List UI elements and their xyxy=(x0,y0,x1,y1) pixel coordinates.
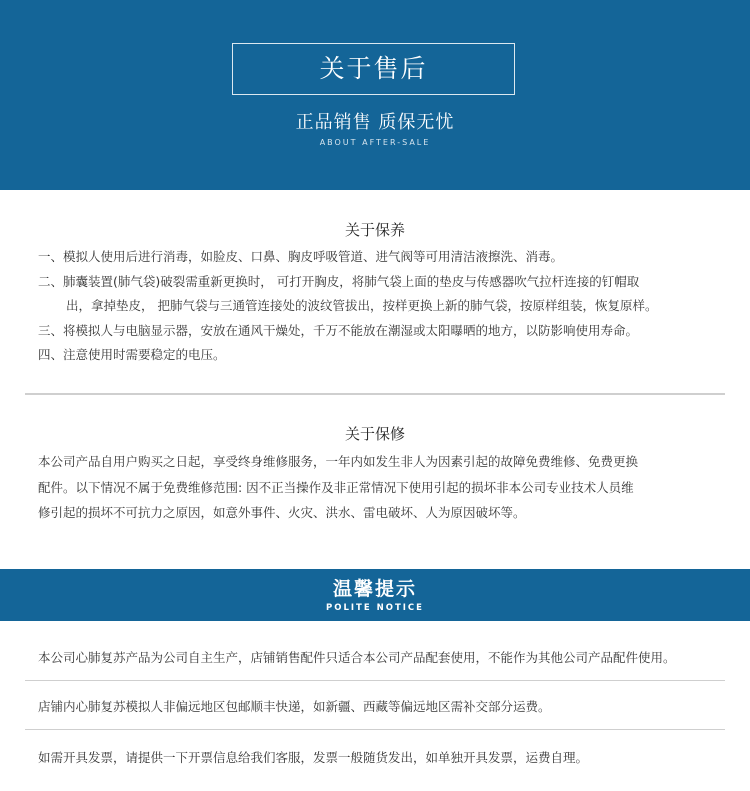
warranty-line: 修引起的损坏不可抗力之原因，如意外事件、火灾、洪水、雷电破坏、人为原因破坏等。 xyxy=(38,505,526,520)
notice-item-1: 本公司心肺复苏产品为公司自主生产，店铺销售配件只适合本公司产品配套使用，不能作为其他公司产品配件使用。 xyxy=(38,650,676,665)
section-divider xyxy=(25,393,725,395)
header-subtitle-en: ABOUT AFTER-SALE xyxy=(319,138,431,147)
header-subtitle: 正品销售 质保无忧 xyxy=(295,112,455,133)
maintenance-item-4: 四、注意使用时需要稳定的电压。 xyxy=(38,347,226,362)
notice-item-2: 店铺内心肺复苏模拟人非偏远地区包邮顺丰快递，如新疆、西藏等偏远地区需补交部分运费。 xyxy=(38,699,551,714)
warranty-paragraph xyxy=(38,449,718,526)
warranty-line: 配件。以下情况不属于免费维修范围: 因不正当操作及非正常情况下使用引起的损坏非本公司专业技术人员维 xyxy=(38,479,634,495)
header-banner xyxy=(0,0,750,190)
maintenance-list xyxy=(38,245,728,368)
notice-item-3: 如需开具发票，请提供一下开票信息给我们客服，发票一般随货发出，如单独开具发票，运费自理。 xyxy=(38,750,589,765)
warranty-title: 关于保修 xyxy=(344,425,405,443)
maintenance-item-2: 二、肺囊装置(肺气袋)破裂需重新更换时， 可打开胸皮，将肺气袋上面的垫皮与传感器吹气拉杆连接的钉帽取 xyxy=(38,273,640,289)
maintenance-item-3: 三、将模拟人与电脑显示器，安放在通风干燥处，千万不能放在潮湿或太阳曝晒的地方，以防影响使用寿命。 xyxy=(38,322,639,338)
maintenance-item-1: 一、模拟人使用后进行消毒，如脸皮、口鼻、胸皮呼吸管道、进气阀等可用清洁液擦洗、消毒。 xyxy=(38,249,564,264)
notice-title: 温馨提示 xyxy=(332,578,417,600)
maintenance-title: 关于保养 xyxy=(344,221,405,239)
notice-divider xyxy=(25,680,725,681)
warranty-line: 本公司产品自用户购买之日起，享受终身维修服务，一年内如发生非人为因素引起的故障免费维修、免费更换 xyxy=(38,454,639,469)
notice-title-en: POLITE NOTICE xyxy=(326,603,424,613)
notice-divider xyxy=(25,729,725,730)
maintenance-item-2-cont: 出，拿掉垫皮， 把肺气袋与三通管连接处的波纹管拔出，按样更换上新的肺气袋，按原样组装，恢复原样。 xyxy=(66,298,658,313)
header-title: 关于售后 xyxy=(232,43,515,95)
